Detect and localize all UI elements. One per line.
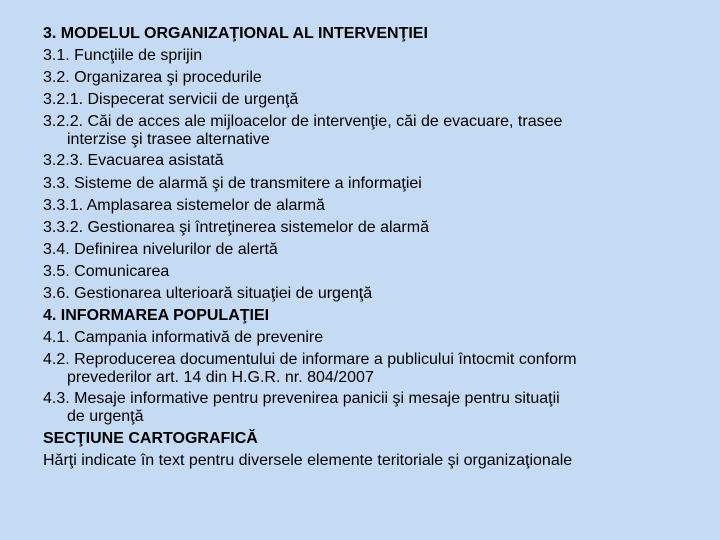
outline-item-3-3: 3.3. Sisteme de alarmă şi de transmitere a informaţiei (43, 174, 422, 192)
outline-item-4-2-continuation: prevederilor art. 14 din H.G.R. nr. 804/2007 (67, 369, 374, 387)
outline-item-3-3-2: 3.3.2. Gestionarea şi întreţinerea sistemelor de alarmă (43, 218, 429, 236)
section-heading-4: 4. INFORMAREA POPULAŢIEI (43, 307, 270, 325)
outline-item-4-1: 4.1. Campania informativă de prevenire (43, 329, 324, 347)
section-heading-3: 3. MODELUL ORGANIZAŢIONAL AL INTERVENŢIEI (43, 25, 428, 42)
outline-item-4-2 (43, 350, 708, 386)
outline-item-maps: Hărţi indicate în text pentru diversele elemente teritoriale şi organizaţionale (43, 451, 573, 469)
section-heading-cartographic: SECŢIUNE CARTOGRAFICĂ (43, 429, 258, 447)
outline-item-3-4: 3.4. Definirea nivelurilor de alertă (43, 240, 278, 258)
outline-item-3-3-1: 3.3.1. Amplasarea sistemelor de alarmă (43, 196, 325, 214)
outline-item-3-5: 3.5. Comunicarea (43, 262, 170, 280)
outline-item-4-3-text: 4.3. Mesaje informative pentru prevenirea panicii şi mesaje pentru situaţii (43, 390, 560, 408)
outline-item-3-2-2-continuation: interzise şi trasee alternative (67, 131, 270, 149)
outline-item-4-3 (43, 389, 708, 425)
outline-item-3-6: 3.6. Gestionarea ulterioară situaţiei de urgenţă (43, 285, 373, 303)
outline-item-3-2-2 (43, 112, 708, 148)
outline-item-4-2-text: 4.2. Reproducerea documentului de informare a publicului întocmit conform (43, 351, 577, 369)
outline-item-3-2: 3.2. Organizarea şi procedurile (43, 69, 262, 87)
outline-item-4-3-continuation: de urgenţă (67, 408, 144, 426)
outline-item-3-2-3: 3.2.3. Evacuarea asistată (43, 152, 224, 170)
outline-list (43, 24, 708, 473)
outline-item-3-1: 3.1. Funcţiile de sprijin (43, 47, 203, 65)
outline-item-3-2-1: 3.2.1. Dispecerat servicii de urgenţă (43, 91, 299, 109)
outline-item-3-2-2-text: 3.2.2. Căi de acces ale mijloacelor de intervenţie, căi de evacuare, trasee (43, 113, 563, 131)
